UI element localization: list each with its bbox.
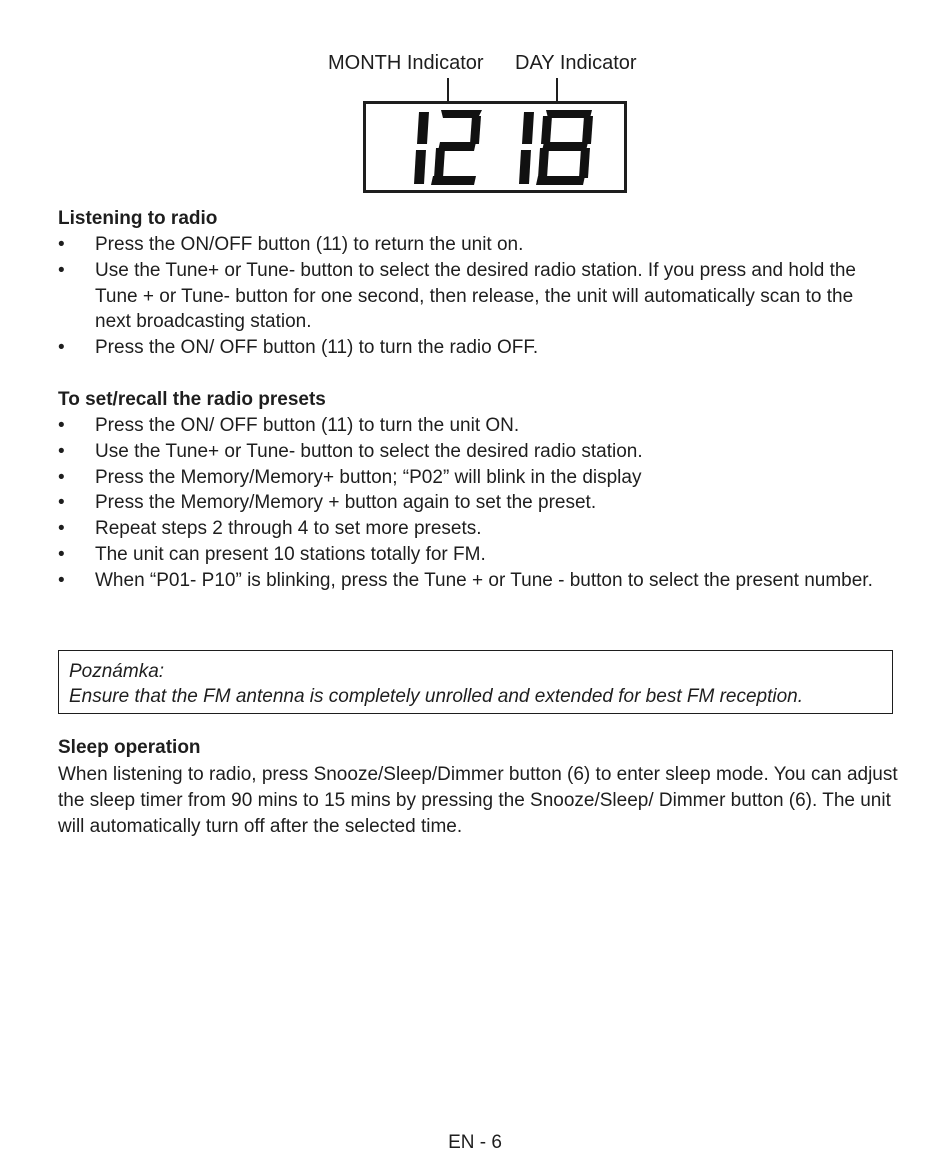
day-indicator-label: DAY Indicator	[515, 52, 637, 74]
list-item: • When “P01- P10” is blinking, press the Tune + or Tune - button to select the present number.	[58, 568, 878, 594]
listening-to-radio-heading: Listening to radio	[58, 208, 218, 229]
list-item: • The unit can present 10 stations totally for FM.	[58, 542, 878, 568]
radio-presets-list	[58, 413, 878, 594]
list-item: • Press the ON/ OFF button (11) to turn the radio OFF.	[58, 335, 878, 361]
note-text: Ensure that the FM antenna is completely unrolled and extended for best FM reception.	[69, 686, 804, 707]
list-item: • Press the Memory/Memory+ button; “P02” will blink in the display	[58, 465, 878, 491]
lcd-digits-icon	[366, 104, 624, 190]
page-number: EN - 6	[448, 1132, 502, 1153]
radio-presets-heading: To set/recall the radio presets	[58, 389, 326, 410]
note-box	[58, 650, 893, 714]
sleep-operation-text: When listening to radio, press Snooze/Sleep/Dimmer button (6) to enter sleep mode. You can adjust the sleep timer from 90 mins to 15 mins by pressing the Snooze/Sleep/ Dimmer button (6). The unit will automatically turn off after the selected time.	[58, 764, 898, 837]
sleep-operation-heading: Sleep operation	[58, 737, 201, 758]
lcd-display-diagram	[325, 48, 635, 200]
note-title: Poznámka:	[69, 661, 165, 682]
list-item: • Press the Memory/Memory + button again to set the preset.	[58, 490, 878, 516]
lcd-display	[363, 101, 627, 193]
list-item: • Repeat steps 2 through 4 to set more presets.	[58, 516, 878, 542]
list-item: • Use the Tune+ or Tune- button to select the desired radio station.	[58, 439, 878, 465]
month-indicator-label: MONTH Indicator	[328, 52, 484, 74]
list-item: • Press the ON/ OFF button (11) to turn the unit ON.	[58, 413, 878, 439]
listening-to-radio-list	[58, 232, 878, 361]
list-item: • Use the Tune+ or Tune- button to select the desired radio station. If you press and hold the Tune + or Tune- button for one second, then release, the unit will automatically scan to the next broadcasting station.	[58, 258, 878, 335]
list-item: • Press the ON/OFF button (11) to return the unit on.	[58, 232, 878, 258]
